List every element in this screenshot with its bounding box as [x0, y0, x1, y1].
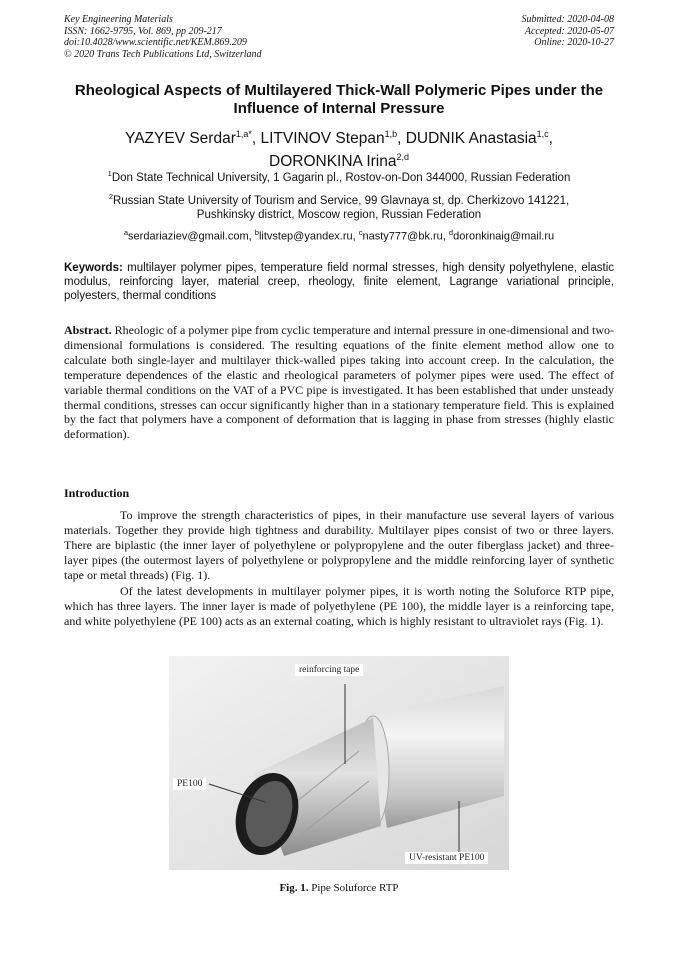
caption-text: Pipe Soluforce RTP [308, 882, 399, 894]
email-link[interactable]: serdariaziev@gmail.com, [128, 230, 255, 243]
keywords-text: multilayer polymer pipes, temperature field normal stresses, high density polyethylene, elastic modulus, reinforcing layer, material creep, rheology, finite element, Lagrange variational principle, polyesters, thermal conditions [64, 262, 614, 302]
label-reinforcing-tape: reinforcing tape [295, 664, 363, 676]
author: DORONKINA Irina$^{2,d}$ [269, 152, 409, 171]
online-date: Online: 2020-10-27 [534, 37, 614, 48]
section-heading: Introduction [64, 486, 130, 500]
issn-line: ISSN: 1662-9795, Vol. 869, pp 209-217 [64, 25, 222, 37]
accepted-date: Accepted: 2020-05-07 [524, 25, 614, 37]
doi-line: doi:10.4028/www.scientific.net/KEM.869.209 [64, 37, 247, 48]
author: DUDNIK Anastasia$^{1,c}$, [405, 129, 553, 148]
author-list [56, 125, 622, 171]
journal-name: Key Engineering Materials [64, 14, 173, 25]
pipe-figure [169, 656, 509, 870]
email-link[interactable]: litvstep@yandex.ru, [258, 230, 359, 243]
keywords [64, 261, 614, 303]
paragraph: Of the latest developments in multilayer polymer pipes, it is worth noting the Soluforce RTP pipe, which has three layers. The inner layer is made of polyethylene (PE 100), the middle layer is a reinforcing tape, and white polyethylene (PE 100) acts as an external coating, which is highly resistant to ultraviolet rays (Fig. 1). [64, 584, 614, 628]
email-list: $^a$serdariaziev@gmail.com, $^b$litvstep@yandex.ru, $^c$nasty777@bk.ru, $^d$doronkinaig@mail.ru [123, 228, 555, 243]
submitted-date: Submitted: 2020-04-08 [521, 14, 614, 25]
email-link[interactable]: nasty777@bk.ru, [362, 230, 449, 243]
figure-caption [64, 882, 614, 894]
affiliation-2: $^2$Russian State University of Tourism and Service, 99 Glavnaya st, dp. Cherkizovo 141221, Pushkinsky district, Moscow region, Russian Federation [108, 192, 570, 221]
pipe-illustration [169, 656, 509, 870]
label-pe100: PE100 [173, 778, 206, 790]
abstract-label: Abstract. [64, 323, 112, 337]
author: YAZYEV Serdar$^{1,a*}$, [125, 129, 261, 148]
abstract [64, 323, 614, 442]
dates-info [522, 14, 615, 49]
abstract-text: Rheologic of a polymer pipe from cyclic temperature and internal pressure in one-dimensional and two-dimensional formulations is considered. The resulting equations of the finite element method allow one to calculate both single-layer and multilayer thick-walled pipes taking into account creep. In the calculation, the temperature dependences of the elastic and rheological parameters of polymer pipes were used. The effect of variable thermal conditions on the VAT of a PVC pipe is investigated. It has been established that under unsteady thermal conditions, stresses can occur significantly higher than in a stationary temperature field. This is explained by the fact that polymers have a component of deformation that is lagging in phase from stresses (highly elastic deformation). [64, 323, 614, 442]
copyright-line: © 2020 Trans Tech Publications Ltd, Switzerland [64, 48, 262, 60]
keywords-label: Keywords: [64, 262, 123, 274]
email-link[interactable]: doronkinaig@mail.ru [453, 230, 555, 243]
paper-title: Rheological Aspects of Multilayered Thick-Wall Polymeric Pipes under the Influence of Internal Pressure [74, 82, 604, 117]
paragraph: To improve the strength characteristics of pipes, in their manufacture use several layers of various materials. Together they provide high tightness and durability. Multilayer pipes consist of two or three layers. There are biplastic (the inner layer of polyethylene or polypropylene and the outer fiberglass jacket) and three-layer pipes (the outermost layers of polyethylene or polypropylene and the middle reinforcing layer of synthetic tape or metal threads) (Fig. 1). [64, 508, 614, 582]
journal-info [64, 14, 262, 60]
caption-label: Fig. 1. [279, 882, 309, 894]
affiliation-1: $^1$Don State Technical University, 1 Gagarin pl., Rostov-on-Don 344000, Russian Federation [107, 169, 571, 184]
label-uv-resistant: UV-resistant PE100 [405, 852, 488, 864]
author: LITVINOV Stepan$^{1,b}$, [260, 129, 406, 148]
